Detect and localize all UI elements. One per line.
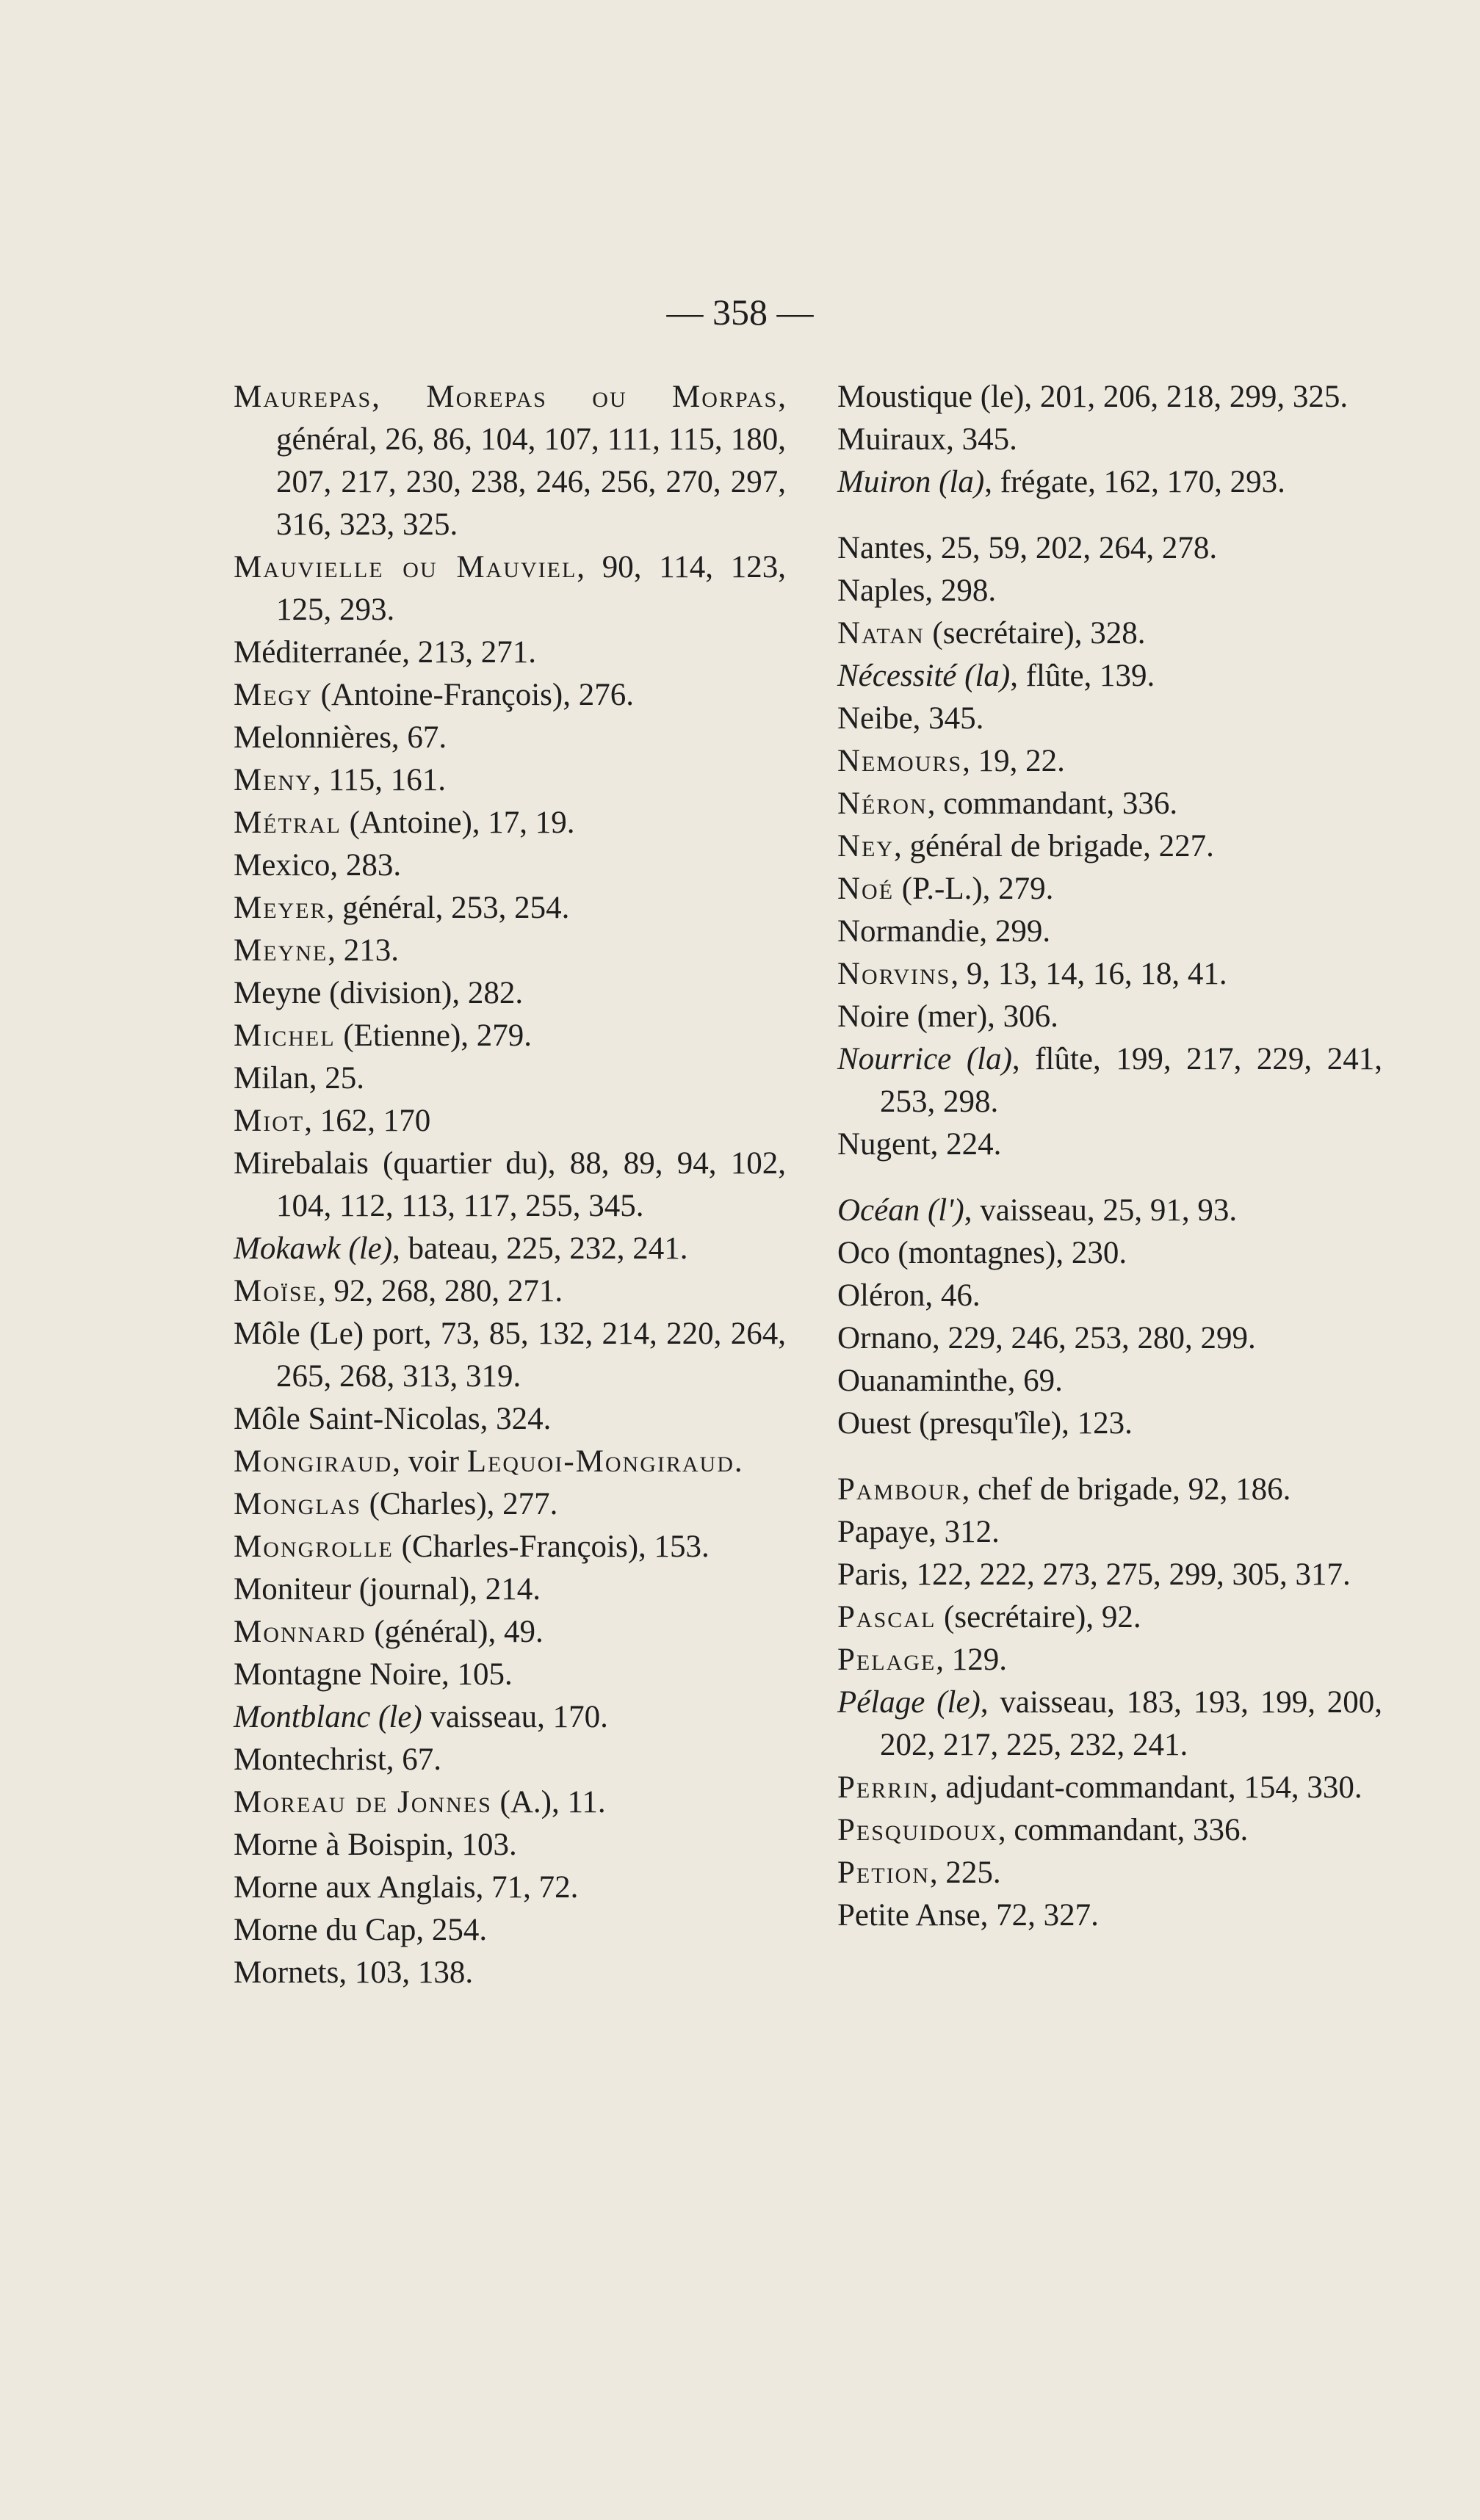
entry-title: Pélage (le) xyxy=(837,1685,981,1720)
entry-refs: , chef de brigade, 92, 186. xyxy=(961,1472,1291,1507)
entry-name: Miot xyxy=(234,1104,305,1138)
entry-refs: Mexico, 283. xyxy=(234,848,402,883)
entry-refs: , bateau, 225, 232, 241. xyxy=(392,1231,688,1266)
entry-refs: , 90, 114, 123, 125, 293. xyxy=(276,550,786,627)
entry-refs: (secrétaire), 92. xyxy=(936,1600,1141,1634)
entry-refs: Ouanaminthe, 69. xyxy=(837,1364,1063,1398)
index-entry-mongiraud xyxy=(234,1441,786,1483)
entry-refs: , frégate, 162, 170, 293. xyxy=(984,465,1285,499)
entry-title: Mokawk (le) xyxy=(234,1231,393,1266)
index-entry-neron xyxy=(837,783,1382,825)
index-entry-maurepas xyxy=(234,376,786,546)
index-entry-montagne-noire xyxy=(234,1654,786,1696)
entry-refs: Môle (Le) port, 73, 85, 132, 214, 220, 264, 265, 268, 313, 319. xyxy=(234,1317,786,1394)
entry-refs: , général, 253, 254. xyxy=(326,891,570,925)
entry-refs: Nugent, 224. xyxy=(837,1127,1002,1162)
entry-refs: (Antoine), 17, 19. xyxy=(341,805,575,840)
entry-refs: (A.), 11. xyxy=(491,1785,606,1820)
entry-refs: Ornano, 229, 246, 253, 280, 299. xyxy=(837,1321,1256,1355)
index-entry-ouest xyxy=(837,1402,1382,1445)
right-column xyxy=(837,376,1382,1937)
entry-name: Norvins xyxy=(837,957,951,991)
entry-name: Petion xyxy=(837,1855,930,1890)
index-entry-moise xyxy=(234,1270,786,1313)
entry-name: Néron xyxy=(837,786,928,821)
entry-refs: (P.-L.), 279. xyxy=(894,872,1054,906)
entry-refs: , vaisseau, 183, 193, 199, 200, 202, 217, 225, 232, 241. xyxy=(880,1685,1383,1762)
index-entry-melonnieres xyxy=(234,717,786,759)
entry-name: Meyne xyxy=(234,933,328,968)
entry-refs: , adjudant-commandant, 154, 330. xyxy=(929,1770,1362,1805)
entry-refs: Petite Anse, 72, 327. xyxy=(837,1898,1099,1933)
index-entry-mole-port xyxy=(234,1313,786,1398)
entry-title: Muiron (la) xyxy=(837,465,985,499)
entry-name: Métral xyxy=(234,805,342,840)
index-entry-oleron xyxy=(837,1275,1382,1317)
entry-refs: , flûte, 139. xyxy=(1010,659,1155,693)
index-entry-normandie xyxy=(837,910,1382,953)
index-entry-nourrice xyxy=(837,1038,1382,1123)
index-entry-nantes xyxy=(837,527,1382,570)
index-entry-muiron xyxy=(837,461,1382,504)
entry-refs: Morne du Cap, 254. xyxy=(234,1913,488,1947)
entry-refs: (général), 49. xyxy=(366,1615,544,1649)
entry-refs: Paris, 122, 222, 273, 275, 299, 305, 317. xyxy=(837,1557,1351,1592)
entry-name: Mauvielle ou Mauviel xyxy=(234,550,577,584)
entry-refs: Naples, 298. xyxy=(837,573,997,608)
entry-refs: (Antoine-François), 276. xyxy=(312,678,634,712)
entry-refs: , 9, 13, 14, 16, 18, 41. xyxy=(950,957,1227,991)
entry-name: Ney xyxy=(837,829,895,863)
entry-refs: (Charles), 277. xyxy=(361,1487,558,1521)
index-entry-mornets xyxy=(234,1952,786,1994)
entry-crossref: Lequoi-Mongiraud xyxy=(466,1444,734,1479)
index-entry-ney xyxy=(837,825,1382,868)
entry-name: Michel xyxy=(234,1018,336,1053)
index-entry-milan xyxy=(234,1057,786,1100)
index-entry-necessite xyxy=(837,655,1382,698)
entry-refs: , 213. xyxy=(328,933,399,968)
entry-name: Megy xyxy=(234,678,313,712)
index-entry-ocean xyxy=(837,1190,1382,1232)
index-entry-mauvielle xyxy=(234,546,786,631)
index-entry-mokawk xyxy=(234,1228,786,1270)
entry-refs: Meyne (division), 282. xyxy=(234,976,524,1010)
entry-refs: , flûte, 199, 217, 229, 241, 253, 298. xyxy=(880,1042,1382,1119)
entry-refs: Oco (montagnes), 230. xyxy=(837,1236,1127,1270)
entry-refs: , commandant, 336. xyxy=(927,786,1178,821)
entry-refs: , voir xyxy=(392,1444,467,1479)
index-entry-monglas xyxy=(234,1483,786,1526)
entry-refs: , 225. xyxy=(929,1855,1001,1890)
entry-refs: Moniteur (journal), 214. xyxy=(234,1572,541,1607)
index-entry-pelage-vaisseau xyxy=(837,1681,1382,1767)
index-entry-monnard xyxy=(234,1611,786,1654)
index-entry-morne-cap xyxy=(234,1909,786,1952)
entry-refs: Méditerranée, 213, 271. xyxy=(234,635,536,670)
entry-title: Nécessité (la) xyxy=(837,659,1011,693)
index-entry-perrin xyxy=(837,1767,1382,1809)
index-entry-oco xyxy=(837,1232,1382,1275)
index-entry-nugent xyxy=(837,1123,1382,1166)
index-entry-noe xyxy=(837,868,1382,910)
entry-name: Moïse xyxy=(234,1274,318,1308)
index-entry-moustique xyxy=(837,376,1382,419)
entry-refs: (secrétaire), 328. xyxy=(924,616,1146,651)
entry-refs: Morne à Boispin, 103. xyxy=(234,1828,517,1862)
entry-refs: Mornets, 103, 138. xyxy=(234,1955,474,1990)
index-entry-mexico xyxy=(234,844,786,887)
entry-name: Natan xyxy=(837,616,925,651)
index-entry-mongrolle xyxy=(234,1526,786,1568)
entry-refs: , général, 26, 86, 104, 107, 111, 115, 180, 207, 217, 230, 238, 246, 256, 270, 297, 316, 323, 325. xyxy=(276,380,786,542)
page-number: — 358 — xyxy=(666,292,814,333)
entry-refs: Montagne Noire, 105. xyxy=(234,1657,513,1692)
entry-title: Nourrice (la) xyxy=(837,1042,1012,1076)
entry-refs: Neibe, 345. xyxy=(837,701,984,736)
entry-refs: Papaye, 312. xyxy=(837,1515,1000,1549)
index-entry-norvins xyxy=(837,953,1382,996)
entry-refs: , vaisseau, 25, 91, 93. xyxy=(964,1193,1238,1228)
entry-title: Montblanc (le) xyxy=(234,1700,422,1734)
entry-refs: vaisseau, 170. xyxy=(422,1700,608,1734)
index-entry-ouanaminthe xyxy=(837,1360,1382,1402)
index-entry-mirebalais xyxy=(234,1143,786,1228)
entry-name: Maurepas, Morepas ou Morpas xyxy=(234,380,779,414)
entry-refs: Montechrist, 67. xyxy=(234,1742,442,1777)
index-entry-pesquidoux xyxy=(837,1809,1382,1852)
index-entry-papaye xyxy=(837,1511,1382,1554)
entry-refs: Moustique (le), 201, 206, 218, 299, 325. xyxy=(837,380,1349,414)
index-entry-neibe xyxy=(837,698,1382,740)
entry-refs-end: . xyxy=(734,1444,743,1479)
entry-refs: Noire (mer), 306. xyxy=(837,999,1058,1034)
entry-refs: Melonnières, 67. xyxy=(234,720,447,755)
entry-refs: Milan, 25. xyxy=(234,1061,364,1096)
entry-refs: , général de brigade, 227. xyxy=(894,829,1214,863)
entry-refs: , 129. xyxy=(936,1643,1007,1677)
entry-refs: Môle Saint-Nicolas, 324. xyxy=(234,1402,552,1436)
entry-name: Pascal xyxy=(837,1600,936,1634)
entry-refs: (Etienne), 279. xyxy=(335,1018,533,1053)
index-entry-mediterranee xyxy=(234,631,786,674)
index-entry-pascal xyxy=(837,1596,1382,1639)
entry-refs: Nantes, 25, 59, 202, 264, 278. xyxy=(837,531,1218,565)
index-entry-petion xyxy=(837,1852,1382,1894)
index-entry-meyer xyxy=(234,887,786,930)
index-entry-pelage xyxy=(837,1639,1382,1681)
entry-name: Monglas xyxy=(234,1487,361,1521)
index-entry-montechrist xyxy=(234,1739,786,1781)
entry-refs: Normandie, 299. xyxy=(837,914,1051,949)
entry-refs: Ouest (presqu'île), 123. xyxy=(837,1406,1133,1441)
index-entry-paris xyxy=(837,1554,1382,1596)
entry-refs: Muiraux, 345. xyxy=(837,422,1017,457)
index-entry-meyne xyxy=(234,930,786,972)
left-column xyxy=(234,376,786,1994)
entry-refs: , 115, 161. xyxy=(312,763,447,797)
index-entry-naples xyxy=(837,570,1382,612)
entry-name: Nemours xyxy=(837,744,963,778)
entry-name: Pesquidoux xyxy=(837,1813,998,1847)
entry-name: Monnard xyxy=(234,1615,367,1649)
index-entry-meny xyxy=(234,759,786,802)
index-entry-morne-boispin xyxy=(234,1824,786,1867)
index-entry-michel xyxy=(234,1015,786,1057)
index-entry-moniteur xyxy=(234,1568,786,1611)
index-entry-muiraux xyxy=(837,419,1382,461)
index-entry-ornano xyxy=(837,1317,1382,1360)
index-entry-morne-anglais xyxy=(234,1867,786,1909)
entry-refs: , 19, 22. xyxy=(962,744,1065,778)
entry-refs: , 92, 268, 280, 271. xyxy=(317,1274,563,1308)
index-entry-pambour xyxy=(837,1469,1382,1511)
entry-refs: (Charles-François), 153. xyxy=(393,1529,710,1564)
entry-name: Noé xyxy=(837,872,895,906)
entry-refs: Oléron, 46. xyxy=(837,1278,981,1313)
entry-name: Perrin xyxy=(837,1770,930,1805)
entry-refs: Mirebalais (quartier du), 88, 89, 94, 102, 104, 112, 113, 117, 255, 345. xyxy=(234,1146,786,1223)
index-entry-miot xyxy=(234,1100,786,1143)
index-entry-petite-anse xyxy=(837,1894,1382,1937)
entry-name: Meny xyxy=(234,763,313,797)
entry-name: Moreau de Jonnes xyxy=(234,1785,492,1820)
index-entry-moreau xyxy=(234,1781,786,1824)
entry-name: Pambour xyxy=(837,1472,962,1507)
entry-refs: Morne aux Anglais, 71, 72. xyxy=(234,1870,579,1905)
entry-name: Meyer xyxy=(234,891,327,925)
index-entry-meyne-division xyxy=(234,972,786,1015)
entry-refs: , commandant, 336. xyxy=(997,1813,1249,1847)
index-entry-natan xyxy=(837,612,1382,655)
index-entry-nemours xyxy=(837,740,1382,783)
entry-name: Mongrolle xyxy=(234,1529,394,1564)
index-entry-metral xyxy=(234,802,786,844)
entry-title: Océan (l') xyxy=(837,1193,964,1228)
index-entry-montblanc xyxy=(234,1696,786,1739)
entry-refs: , 162, 170 xyxy=(304,1104,431,1138)
index-entry-megy xyxy=(234,674,786,717)
index-entry-mole-saint-nicolas xyxy=(234,1398,786,1441)
entry-name: Pelage xyxy=(837,1643,936,1677)
entry-name: Mongiraud xyxy=(234,1444,393,1479)
index-entry-noire xyxy=(837,996,1382,1038)
